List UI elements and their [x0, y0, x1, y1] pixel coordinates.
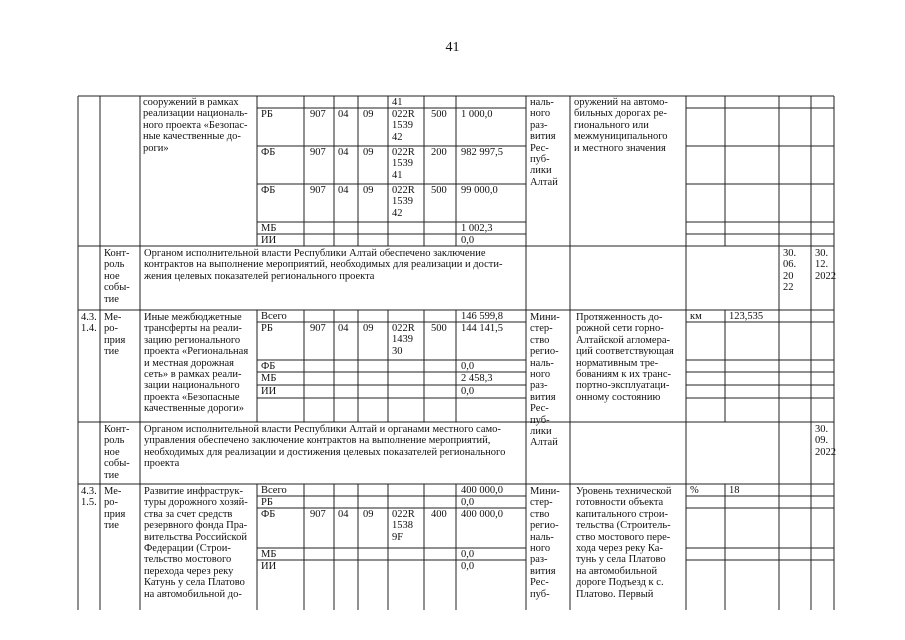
control-event-date-end: 30. 12. 2022: [815, 248, 836, 282]
control-event-text: Органом исполнительной власти Республики Алтай обеспечено заключение контрактов на выполнение мероприятий, необходимых для реализации и дости- жения целевых показателей регионального проекта: [144, 248, 503, 282]
row-type: Ме- ро- прия тие: [104, 312, 126, 358]
control-event-type: Конт- роль ное собы- тие: [104, 248, 130, 305]
row-name: Иные межбюджетные трансферты на реали- зацию регионального проекта «Региональная и местная дорожная сеть» в рамках реали- зации национального проекта «Безопасные качественные дороги»: [144, 312, 249, 415]
row-name: Развитие инфраструк- туры дорожного хозяй- ства за счет средств резервного фонда Пра- вительства Российской Федерации (Строи- тельство мостового перехода через реку Катунь у села Платово на автомобильной до-: [144, 486, 248, 600]
control-event-type: Конт- роль ное собы- тие: [104, 424, 130, 481]
control-event-date-end: 30. 09. 2022: [815, 424, 836, 458]
page-number: 41: [445, 40, 460, 55]
row-indicator: Уровень технической готовности объекта капитального строи- тельства (Строитель- ство мостового пере- хода через реку Ка- тунь у села Платово на автомобильной дороге Подъезд к с. Платово. Первый: [576, 486, 672, 600]
row-number: 4.3. 1.4.: [81, 312, 97, 335]
row-unit: %: [690, 485, 699, 496]
control-event-text: Органом исполнительной власти Республики Алтай и органами местного само- управления обеспечено заключение контрактов на выполнение мероприятий, необходимых для реализации и достижения целевых показателей регионального проекта: [144, 424, 506, 470]
row-type: Ме- ро- прия тие: [104, 486, 126, 532]
block1-indicator: оружений на автомо- бильных дорогах ре- гионального или межмуниципального и местного значения: [574, 97, 668, 154]
row-number: 4.3. 1.5.: [81, 486, 97, 509]
row-value: 123,535: [729, 311, 764, 322]
block1-executor: наль- ного раз- вития Рес- пуб- лики Алтай: [530, 97, 558, 188]
row-unit: км: [690, 311, 702, 322]
row-value: 18: [729, 485, 740, 496]
row-indicator: Протяженность до- рожной сети горно- Алтайской агломера- ций соответствующая нормативным тре- бованиям к их транс- портно-эксплуатаци- онному состоянию: [576, 312, 674, 403]
block1-name: сооружений в рамках реализации националь- ного проекта «Безопас- ные качественные до- роги»: [143, 97, 248, 154]
control-event-date-start: 30. 06. 20 22: [783, 248, 797, 294]
row-executor: Мини- стер- ство регио- наль- ного раз- вития Рес- пуб- лики Алтай: [530, 312, 560, 449]
row-executor: Мини- стер- ство регио- наль- ного раз- вития Рес- пуб-: [530, 486, 560, 600]
budget-csr: 41: [392, 97, 403, 108]
